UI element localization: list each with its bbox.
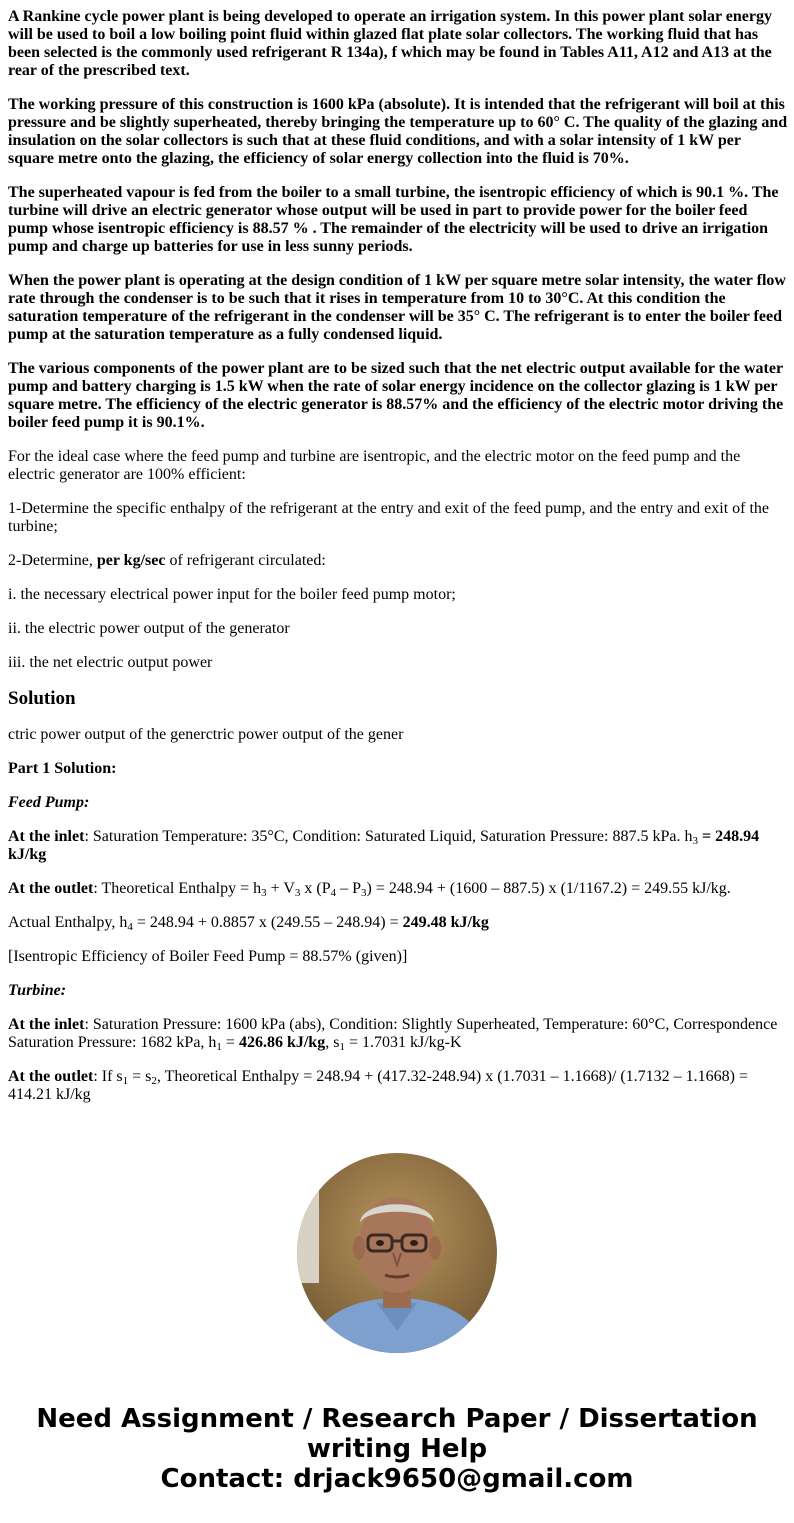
actual-enthalpy: Actual Enthalpy, $h_4 = 248.94 + 0.8857$ x (249.55 – 248.94) = 249.48 kJ/kg: [8, 914, 489, 933]
author-avatar: [297, 1153, 497, 1353]
problem-paragraph-3: The superheated vapour is fed from the boiler to a small turbine, the isentropic efficiency of which is 90.1 %. The turbine will drive an electric generator whose output will be used in part to provide power for the boiler feed pump whose isentropic efficiency is 88.57 % . The remainder of the electricity will be used to drive an irrigation pump and charge up batteries for use in less sunny periods.: [8, 184, 779, 255]
problem-paragraph-2: The working pressure of this construction is 1600 kPa (absolute). It is intended that the refrigerant will boil at this pressure and be slightly superheated, thereby bringing the temperature up to 60° C. The quality of the glazing and insulation on the solar collectors is such that at these fluid conditions, and with a solar intensity of 1 kW per square metre onto the glazing, the efficiency of solar energy collection into the fluid is 70%.: [8, 96, 788, 167]
turbine-outlet: At the outlet: If $s_1 = s_2$, Theoretical Enthalpy = 248.94 + (417.32-248.94) x (1.7031 – 1.1668)/ (1.7132 – 1.1668) = 414.21 kJ/kg: [8, 1068, 749, 1103]
promo-contact: Contact: drjack9650@gmail.com: [160, 1464, 634, 1494]
question-2-iii: iii. the net electric output power: [8, 654, 213, 671]
promo-banner: [0, 1404, 794, 1494]
problem-paragraph-1: A Rankine cycle power plant is being developed to operate an irrigation system. In this power plant solar energy will be used to boil a low boiling point fluid within glazed flat plate solar collectors. The working fluid that has been selected is the commonly used refrigerant R 134a), f which may be found in Tables A11, A12 and A13 at the rear of the prescribed text.: [8, 8, 772, 79]
question-1: 1-Determine the specific enthalpy of the refrigerant at the entry and exit of the feed pump, and the entry and exit of the turbine;: [8, 500, 770, 535]
part1-heading: Part 1 Solution:: [8, 760, 117, 777]
promo-line-1: Need Assignment / Research Paper / Dissertation: [36, 1404, 758, 1434]
document-body: [8, 0, 788, 1122]
feed-pump-inlet: At the inlet: Saturation Temperature: 35°C, Condition: Saturated Liquid, Saturation Pressure: 887.5 kPa. $h_3 = 248.94$ kJ/kg: [8, 828, 760, 863]
promo-line-2: writing Help: [306, 1434, 488, 1464]
problem-paragraph-4: When the power plant is operating at the design condition of 1 kW per square metre solar intensity, the water flow rate through the condenser is to be such that it rises in temperature from 10 to 30°C. At this condition the saturation temperature of the refrigerant in the condenser will be 35° C. The refrigerant is to enter the boiler feed pump at the saturation temperature as a fully condensed liquid.: [8, 272, 786, 343]
isentropic-note: [Isentropic Efficiency of Boiler Feed Pump = 88.57% (given)]: [8, 948, 408, 965]
garbled-line: ctric power output of the generctric power output of the gener: [8, 726, 404, 743]
question-2: 2-Determine, per kg/sec of refrigerant circulated:: [8, 552, 326, 569]
feed-pump-heading: Feed Pump:: [8, 794, 90, 811]
feed-pump-outlet: At the outlet: Theoretical Enthalpy = $h_3 + V_3$ x $(P_4 - P_3) = 248.94 + (1600 - 887.5)$ x (1/1167.2) = 249.55 kJ/kg.: [8, 880, 731, 899]
problem-paragraph-5: The various components of the power plant are to be sized such that the net electric output available for the water pump and battery charging is 1.5 kW when the rate of solar energy incidence on the collector glazing is 1 kW per square metre. The efficiency of the electric generator is 88.57% and the efficiency of the electric motor driving the boiler feed pump it is 90.1%.: [8, 360, 784, 431]
turbine-inlet: At the inlet: Saturation Pressure: 1600 kPa (abs), Condition: Slightly Superheated, Temperature: 60°C, Correspondence Saturation Pressure: 1682 kPa, $h_1 = 426.86$ kJ/kg, $s_1 = 1.7031$ kJ/kg-K: [8, 1016, 778, 1053]
turbine-heading: Turbine:: [8, 982, 67, 999]
ideal-case-intro: For the ideal case where the feed pump and turbine are isentropic, and the electric motor on the feed pump and the electric generator are 100% efficient:: [8, 448, 741, 483]
solution-heading: Solution: [8, 688, 76, 709]
question-2-ii: ii. the electric power output of the generator: [8, 620, 290, 637]
question-2-i: i. the necessary electrical power input for the boiler feed pump motor;: [8, 586, 456, 603]
